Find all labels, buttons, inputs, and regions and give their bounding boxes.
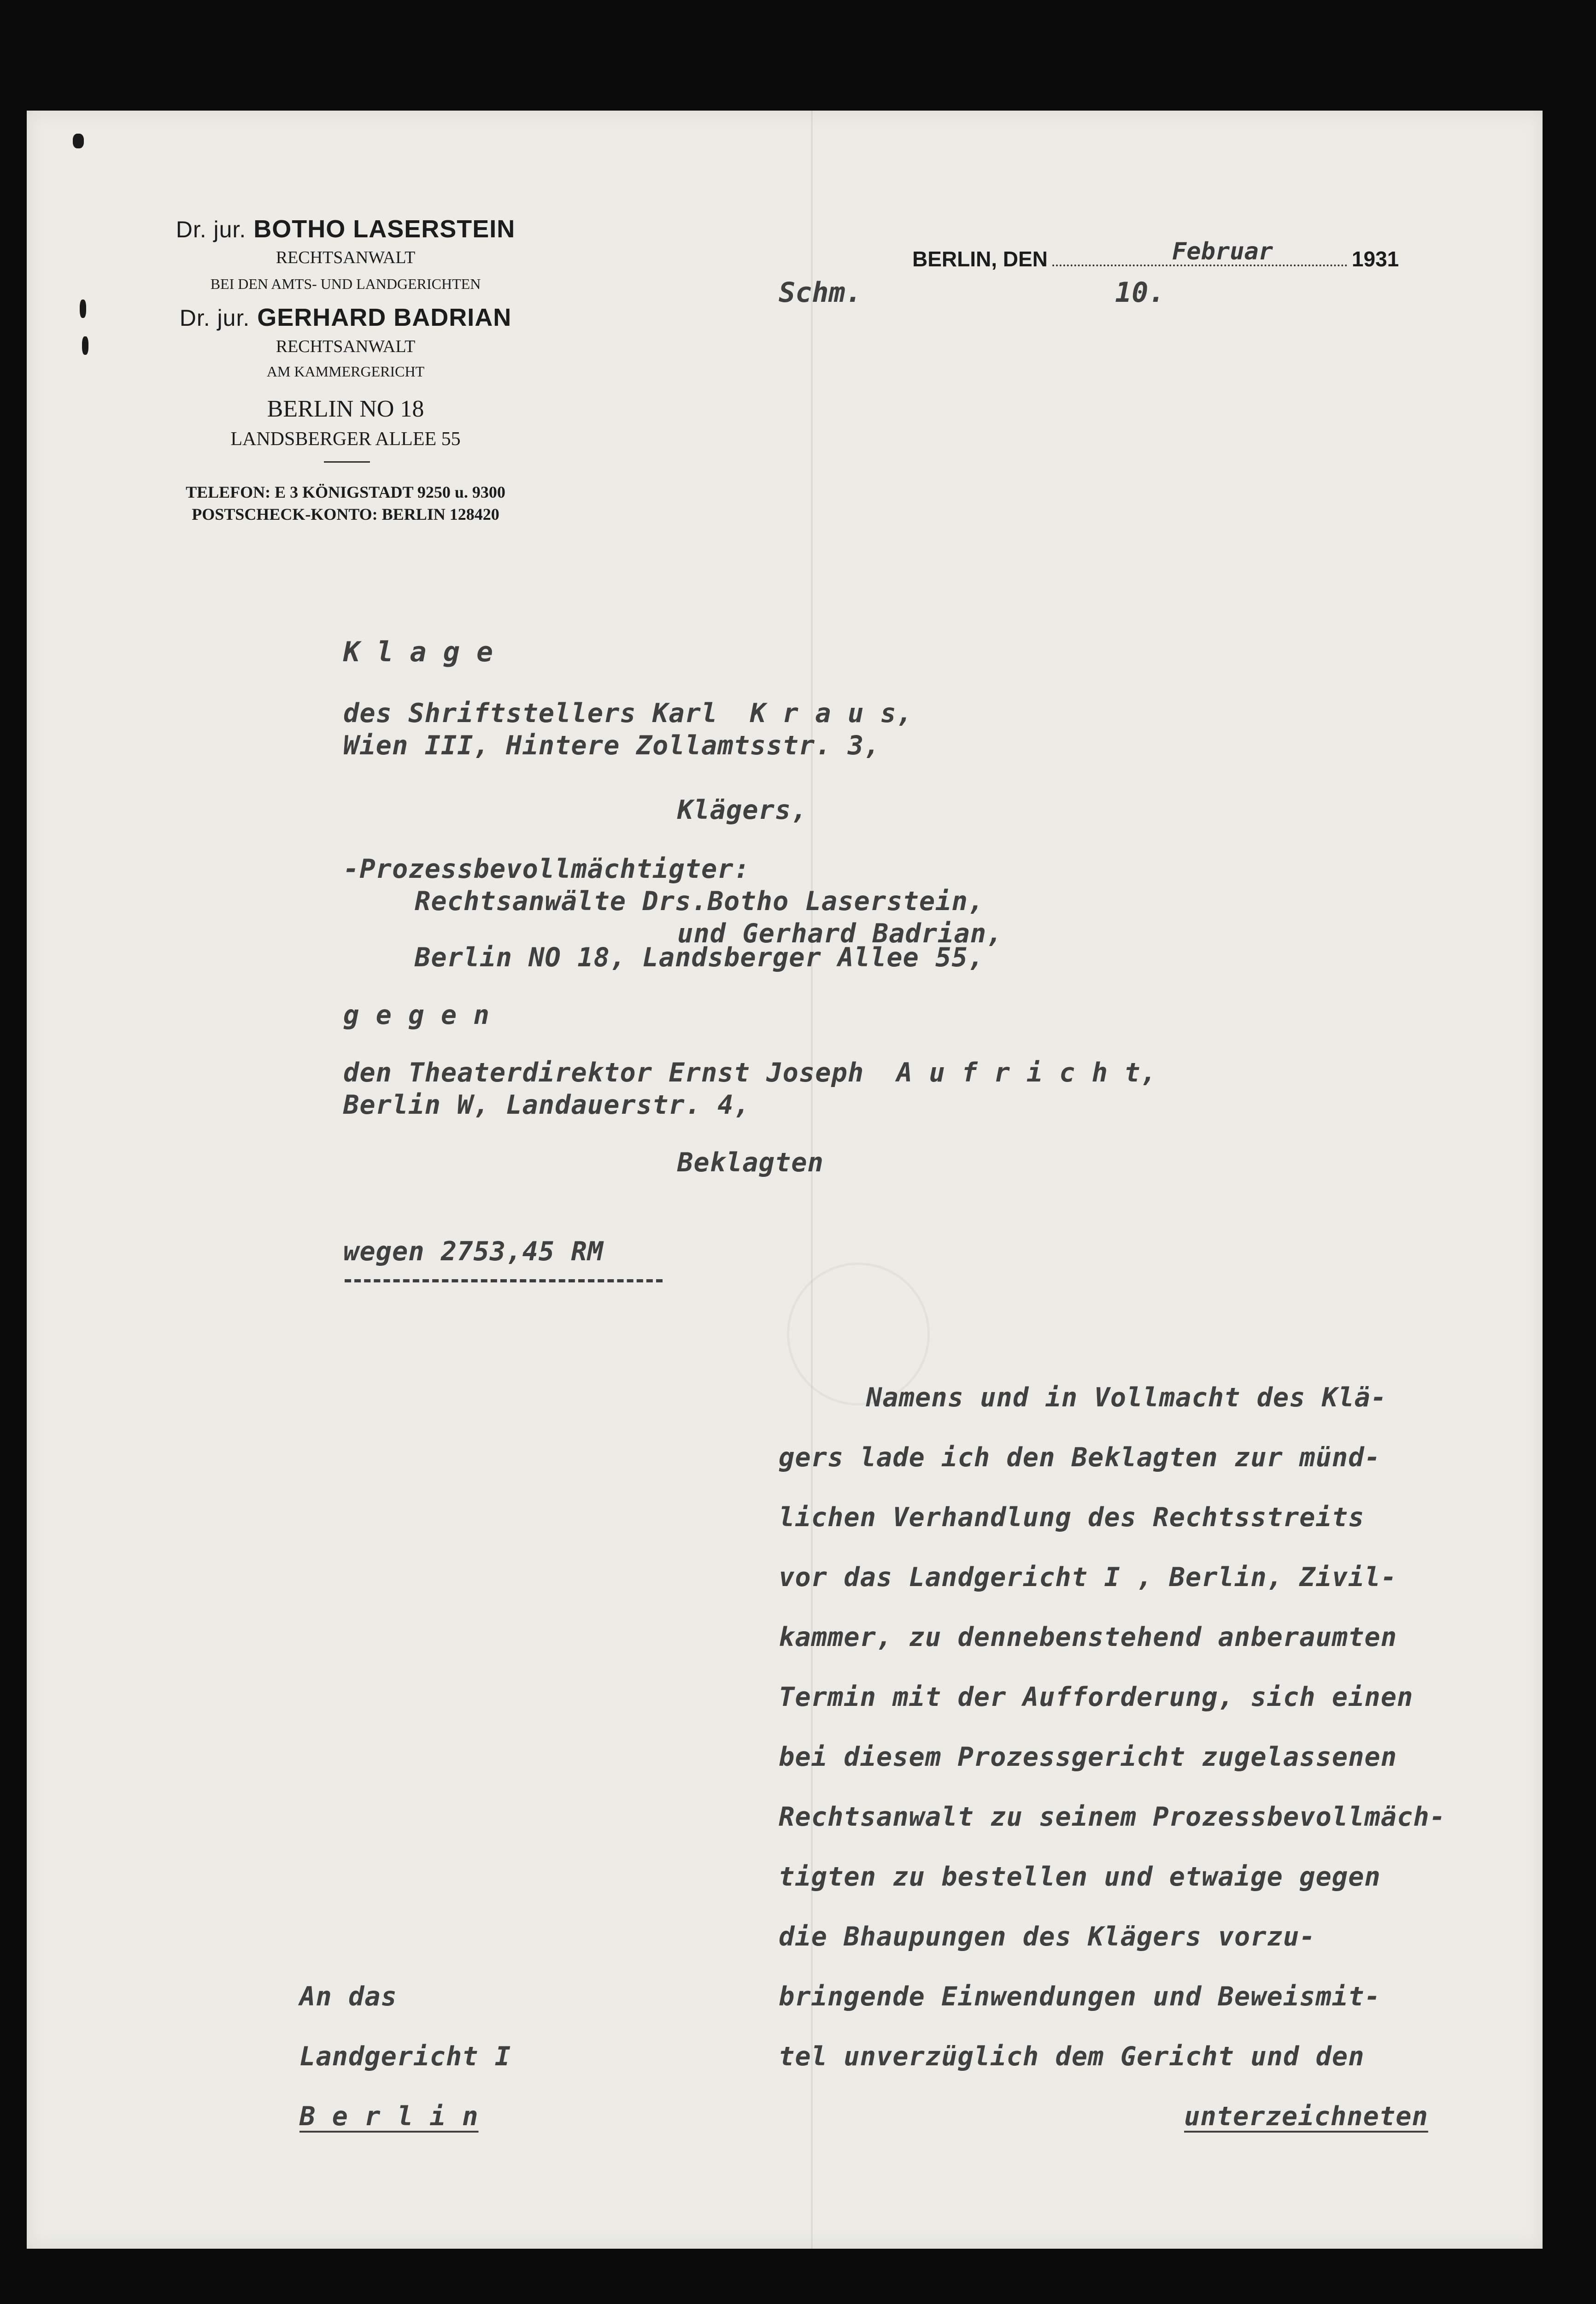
letterhead-name-1: [92, 217, 599, 241]
clerk-initials: Schm.: [779, 276, 862, 309]
counsel-line: Rechtsanwälte Drs.Botho Laserstein,: [415, 886, 985, 917]
paragraph-line: bringende Einwendungen und Beweismit-: [779, 1981, 1381, 2012]
date-dotted-field: [1052, 238, 1347, 266]
paragraph-line: unterzeichneten: [1184, 2101, 1428, 2132]
profession-label: RECHTSANWALT: [276, 248, 416, 267]
paragraph-line: die Bhaupungen des Klägers vorzu-: [779, 1922, 1316, 1952]
letterhead-postscheck: POSTSCHECK-KONTO: BERLIN 128420: [192, 505, 499, 523]
addressee-line: Landgericht I: [299, 2041, 511, 2072]
lawyer-name: GERHARD BADRIAN: [257, 304, 512, 331]
counsel-label: -Prozessbevollmächtigter:: [343, 854, 750, 884]
letterhead-phone: TELEFON: E 3 KÖNIGSTADT 9250 u. 9300: [186, 483, 505, 501]
addressee-city: B e r l i n: [299, 2101, 479, 2132]
paragraph-line: tigten zu bestellen und etwaige gegen: [779, 1862, 1381, 1892]
plaintiff-line: des Shriftstellers Karl K r a u s,: [343, 698, 913, 729]
letterhead-name-2: [92, 305, 599, 330]
date-year: 1931: [1351, 247, 1399, 271]
plaintiff-role: Klägers,: [677, 795, 808, 825]
punch-hole-mark: [80, 300, 86, 318]
paragraph-line: Termin mit der Aufforderung, sich einen: [779, 1682, 1414, 1712]
paragraph-line: tel unverzüglich dem Gericht und den: [779, 2041, 1365, 2072]
counsel-line: und Gerhard Badrian,: [677, 918, 1003, 949]
paragraph-line: lichen Verhandlung des Rechtsstreits: [779, 1502, 1365, 1533]
lawyer-name: BOTHO LASERSTEIN: [253, 215, 516, 243]
defendant-address: Berlin W, Landauerstr. 4,: [343, 1090, 750, 1120]
paragraph-line: vor das Landgericht I , Berlin, Zivil-: [779, 1562, 1397, 1593]
paragraph-line: bei diesem Prozessgericht zugelassenen: [779, 1742, 1397, 1772]
court-label: BEI DEN AMTS- UND LANDGERICHTEN: [210, 276, 481, 292]
defendant-line: den Theaterdirektor Ernst Joseph A u f r i c h t,: [343, 1058, 1157, 1088]
date-month: Februar: [1172, 238, 1273, 265]
addressee-line: An das: [299, 1981, 397, 2012]
against-label: g e g e n: [343, 1000, 490, 1030]
title-prefix: Dr. jur.: [176, 217, 246, 242]
claim-subject: wegen 2753,45 RM: [343, 1236, 604, 1267]
counsel-address: Berlin NO 18, Landsberger Allee 55,: [415, 942, 985, 973]
letterhead-street: LANDSBERGER ALLEE 55: [230, 429, 461, 450]
paragraph-line: Namens und in Vollmacht des Klä-: [866, 1382, 1387, 1413]
court-label: AM KAMMERGERICHT: [266, 363, 425, 380]
paragraph-line: gers lade ich den Beklagten zur münd-: [779, 1442, 1381, 1473]
date-day: 10.: [1115, 276, 1165, 309]
title-prefix: Dr. jur.: [179, 305, 250, 331]
profession-label: RECHTSANWALT: [276, 337, 416, 356]
document-title: K l a g e: [343, 636, 493, 668]
plaintiff-address: Wien III, Hintere Zollamtsstr. 3,: [343, 730, 880, 761]
defendant-role: Beklagten: [677, 1147, 824, 1178]
subject-underline: [345, 1279, 663, 1289]
paragraph-line: Rechtsanwalt zu seinem Prozessbevollmäch-: [779, 1802, 1446, 1832]
punch-hole-mark: [82, 336, 88, 355]
date-prefix: BERLIN, DEN: [912, 247, 1048, 271]
letterhead-divider: [324, 461, 370, 463]
punch-hole-mark: [73, 134, 84, 148]
letterhead-city: BERLIN NO 18: [267, 396, 424, 422]
date-line: [912, 238, 1399, 271]
paragraph-line: kammer, zu dennebenstehend anberaumten: [779, 1622, 1397, 1652]
